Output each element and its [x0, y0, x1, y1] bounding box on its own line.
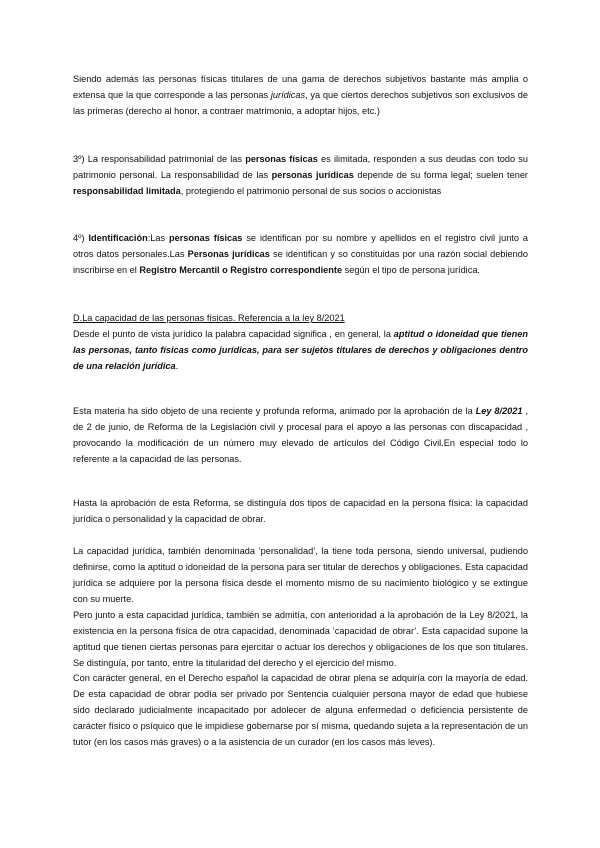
text-run: Hasta la aprobación de esta Reforma, se distinguía dos tipos de capacidad en la persona física: la capacidad jurídica o personalidad y la capacidad de obrar.: [73, 498, 528, 525]
paragraph-majority-age: [73, 671, 528, 751]
paragraph-legal-capacity: [73, 544, 528, 608]
paragraph-capacity-to-act: [73, 608, 528, 672]
text-run: personas físicas: [245, 153, 318, 164]
text-run: es ilimitada, responden a sus deudas con todo su patrimonio personal. La responsabilidad de las: [73, 153, 528, 180]
text-run: se identifican y so constituidas por una razón social debiendo inscribirse en el: [73, 249, 528, 276]
text-run: aptitud o idoneidad que tienen las personas, tanto físicas como jurídicas, para ser sujetos titulares de derechos y obligaciones dentro de una relación jurídica: [73, 329, 529, 371]
text-run: Identificación: [88, 233, 148, 244]
text-run: Registro Mercantil o Registro correspondiente: [139, 265, 343, 276]
text-run: responsabilidad limitada: [73, 185, 181, 196]
paragraph-reform-law: [73, 404, 528, 468]
text-run: personas jurídicas: [271, 169, 354, 180]
text-run: Personas jurídicas: [187, 249, 270, 260]
text-run: se identifican por su nombre y apellidos en el registro civil junto a otros datos personales.Las: [73, 233, 529, 260]
section-heading: D.La capacidad de las personas físicas. Referencia a la ley 8/2021: [73, 313, 345, 324]
document-body: [73, 72, 528, 751]
text-run: .: [175, 360, 179, 371]
text-run: Siendo además las personas físicas titulares de una gama de derechos subjetivos bastante más amplia o extensa que la que corresponde a las personas: [73, 74, 528, 100]
text-run: Con carácter general, en el Derecho español la capacidad de obrar plena se adquiría con la mayoría de edad. De esta capacidad de obrar podía ser privado por Sentencia cualquier persona mayor de edad que hubiese sido declarado judicialmente incapacitado por adolecer de alguna enfermedad o deficiencia persistente de carácter físico o psíquico que le impidiese gobernarse por sí misma, quedando sujeta a la representación de un tutor (en los casos más graves) o a la asistencia de un curador (en los casos más leves).: [73, 673, 528, 748]
text-run: 3º) La responsabilidad patrimonial de las: [73, 153, 246, 164]
text-run: según el tipo de persona jurídica.: [342, 265, 480, 276]
text-run: Pero junto a esta capacidad jurídica, también se admitía, con anterioridad a la aprobación de la Ley 8/2021, la existencia en la persona física de otra capacidad, denominada ‘capacidad de obrar’. Esta capacidad supone la aptitud que tienen ciertas personas para ejercitar o actuar los derechos y obligaciones de los que son titulares. Se distinguía, por tanto, entre la titularidad del derecho y el ejercicio del mismo.: [73, 609, 528, 668]
text-run: , ya que ciertos derechos subjetivos son exclusivos de las primeras (derecho al honor, a contraer matrimonio, a adoptar hijos, etc.): [73, 89, 528, 116]
text-run: Ley 8/2021: [475, 405, 523, 416]
paragraph-rights-scope: [73, 72, 528, 120]
text-run: personas físicas: [169, 233, 243, 244]
paragraph-capacity-definition: [73, 327, 528, 375]
text-run: 4º): [73, 233, 89, 244]
text-run: , protegiendo el patrimonio personal de sus socios o accionistas: [180, 185, 442, 196]
paragraph-responsibility: [73, 152, 528, 200]
text-run: jurídicas: [270, 89, 306, 100]
text-run: , de 2 de junio, de Reforma de la Legislación civil y procesal para el apoyo a las personas con discapacidad , provocando la modificación de un número muy elevado de artículos del Código Civil.En especial todo lo referente a la capacidad de las personas.: [73, 405, 528, 464]
text-run: :Las: [147, 233, 169, 244]
paragraph-identification: [73, 231, 528, 279]
text-run: Esta materia ha sido objeto de una reciente y profunda reforma, animado por la aprobación de la: [73, 405, 476, 416]
text-run: La capacidad jurídica, también denominada ‘personalidad’, la tiene toda persona, siendo universal, pudiendo definirse, como la aptitud o idoneidad de la persona para ser titular de derechos y obligaciones. Esta capacidad jurídica se adquiere por la persona física desde el momento mismo de su nacimiento biológico y se extingue con su muerte.: [73, 546, 528, 604]
text-run: Desde el punto de vista jurídico la palabra capacidad significa , en general, la: [73, 329, 394, 340]
paragraph-two-capacities: [73, 496, 528, 528]
text-run: depende de su forma legal; suelen tener: [353, 169, 528, 180]
